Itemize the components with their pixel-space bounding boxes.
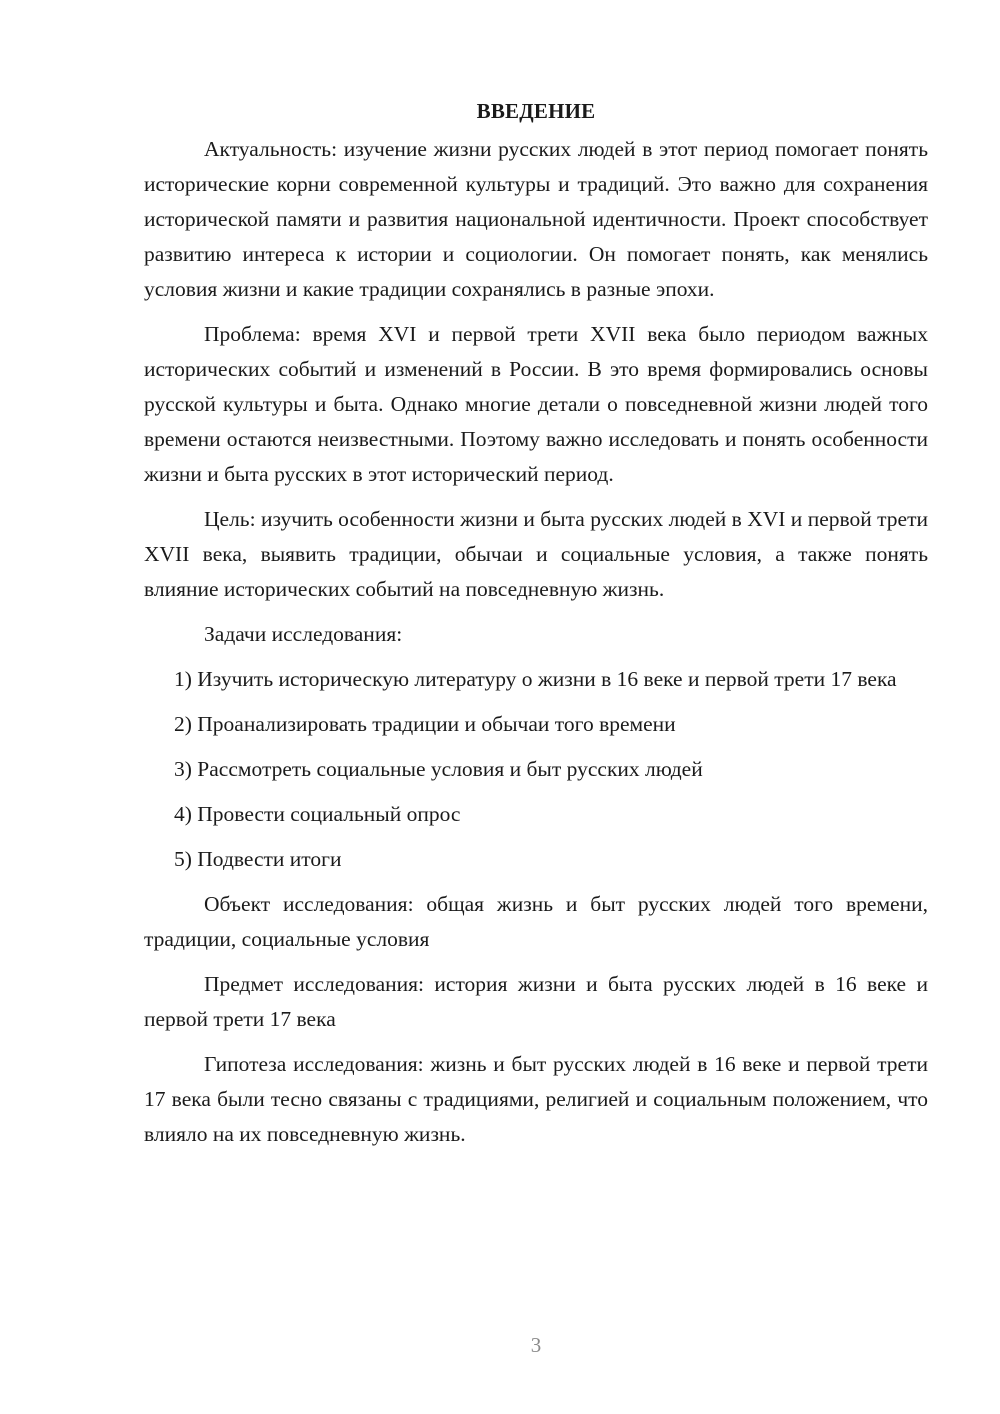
task-item-3: 3) Рассмотреть социальные условия и быт русских людей [174, 757, 703, 781]
goal-paragraph: Цель: изучить особенности жизни и быта русских людей в XVI и первой трети XVII века, выявить традиции, обычаи и социальные условия, а также понять влияние исторических событий на повседневную жизнь. [144, 507, 928, 601]
task-item-4: 4) Провести социальный опрос [174, 802, 461, 826]
tasks-title: Задачи исследования: [204, 622, 403, 646]
subject-paragraph: Предмет исследования: история жизни и быта русских людей в 16 веке и первой трети 17 века [144, 972, 928, 1031]
object-paragraph: Объект исследования: общая жизнь и быт русских людей того времени, традиции, социальные условия [144, 892, 928, 951]
hypothesis-paragraph: Гипотеза исследования: жизнь и быт русских людей в 16 веке и первой трети 17 века были тесно связаны с традициями, религией и социальным положением, что влияло на их повседневную жизнь. [144, 1052, 928, 1146]
problem-paragraph: Проблема: время XVI и первой трети XVII века было периодом важных исторических событий и изменений в России. В это время формировались основы русской культуры и быта. Однако многие детали о повседневной жизни людей того времени остаются неизвестными. Поэтому важно исследовать и понять особенности жизни и быта русских в этот исторический период. [144, 322, 928, 486]
task-item-1: 1) Изучить историческую литературу о жизни в 16 веке и первой трети 17 века [174, 667, 897, 691]
relevance-paragraph: Актуальность: изучение жизни русских людей в этот период помогает понять исторические корни современной культуры и традиций. Это важно для сохранения исторической памяти и развития национальной идентичности. Проект способствует развитию интереса к истории и социологии. Он помогает понять, как менялись условия жизни и какие традиции сохранялись в разные эпохи. [144, 137, 928, 301]
document-page [144, 96, 928, 1356]
section-heading: ВВЕДЕНИЕ [476, 99, 596, 123]
task-item-5: 5) Подвести итоги [174, 847, 342, 871]
task-item-2: 2) Проанализировать традиции и обычаи того времени [174, 712, 676, 736]
page-number: 3 [530, 1333, 542, 1357]
